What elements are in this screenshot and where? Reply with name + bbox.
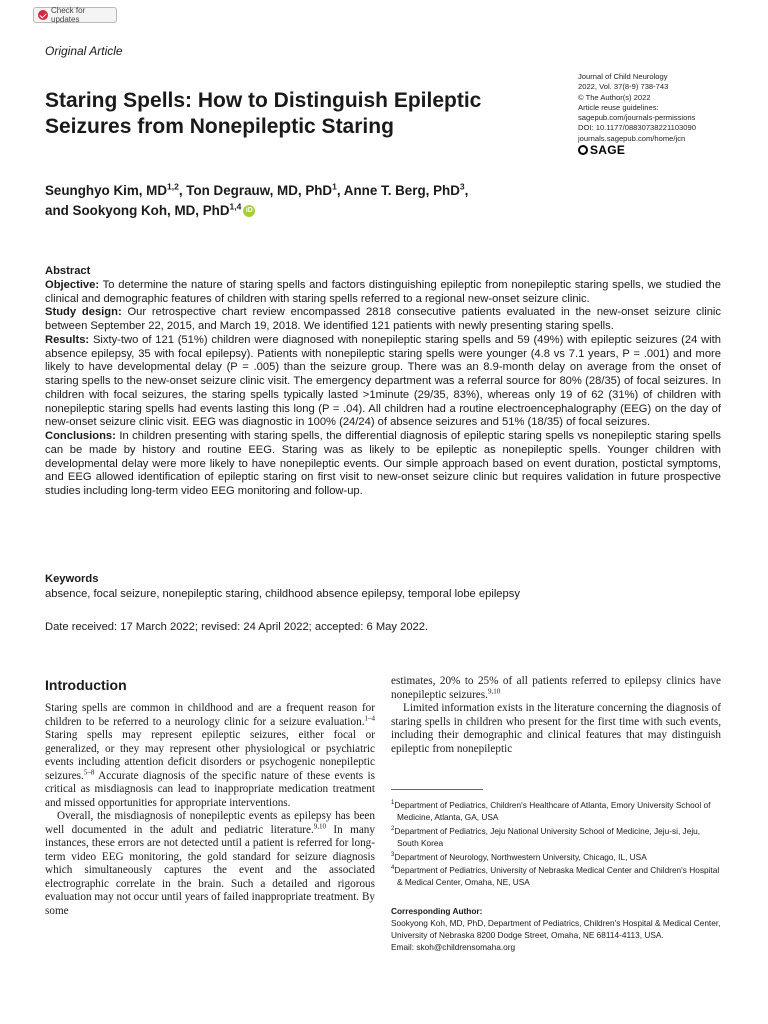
footnote-divider	[391, 789, 483, 790]
paragraph-text: Staring spells are common in childhood and are a frequent reason for children to be referred to a neurology clinic for a seizure evaluation.	[45, 702, 375, 728]
journal-link[interactable]: sagepub.com/journals-permissions	[578, 113, 696, 123]
abstract-section	[45, 430, 721, 499]
affiliation-item	[391, 797, 721, 823]
corresponding-author	[391, 905, 721, 953]
orcid-icon[interactable]: iD	[243, 205, 255, 217]
abstract-section-text: Our retrospective chart review encompassed 2818 consecutive patients evaluated in the new-onset seizure clinic between September 22, 2015, and March 19, 2018. We identified 121 patients with newly presenting staring spells.	[45, 306, 721, 332]
article-title	[45, 88, 555, 140]
corresponding-heading: Corresponding Author:	[391, 906, 483, 916]
affiliation-text: Department of Neurology, Northwestern University, Chicago, IL, USA	[394, 851, 647, 862]
sage-logo-icon	[578, 145, 588, 155]
keywords-text: absence, focal seizure, nonepileptic staring, childhood absence epilepsy, temporal lobe epilepsy	[45, 588, 520, 600]
paragraph-text: Overall, the misdiagnosis of nonepileptic events as epilepsy has been well documented in the adult and pediatric literature.	[45, 810, 375, 836]
body-paragraph	[45, 702, 375, 810]
affiliation-item	[391, 823, 721, 849]
publisher-name: SAGE	[590, 143, 626, 158]
abstract-sections	[45, 279, 721, 499]
affiliation-text: Department of Pediatrics, Jeju National University School of Medicine, Jeju-si, Jeju, South Korea	[394, 825, 701, 848]
citation-link[interactable]: 9,10	[487, 686, 501, 695]
affiliation-number: 1	[391, 800, 395, 806]
author-name: Anne T. Berg, PhD	[343, 183, 460, 198]
author-list: Seunghyo Kim, MD$^{1,2}$, Ton Degrauw, MD, PhD$^1$, Anne T. Berg, PhD$^3$, and Sookyong Koh, MD, PhD$^{1,4}$ iD	[45, 181, 469, 218]
article-dates: Date received: 17 March 2022; revised: 24 April 2022; accepted: 6 May 2022.	[45, 621, 429, 633]
check-icon	[38, 10, 48, 20]
article-type: Original Article	[45, 44, 123, 58]
keywords-heading: Keywords	[45, 573, 99, 585]
affiliation-item	[391, 862, 721, 888]
author-affiliation-marker: 3	[459, 181, 465, 192]
journal-line: 2022, Vol. 37(8-9) 738-743	[578, 82, 669, 92]
author-affiliation-marker: 1,4	[229, 201, 242, 212]
check-for-updates-label: Check for updates	[51, 6, 86, 24]
body-paragraph	[391, 675, 721, 702]
body-column-right	[391, 675, 721, 756]
author-affiliation-marker: 1,2	[167, 181, 179, 192]
body-column-left	[45, 702, 375, 918]
abstract-section-text: To determine the nature of staring spells and factors distinguishing epileptic from nonepileptic staring spells, we studied the clinical and demographic features of children with staring spells referred to a regional new-onset seizure clinic.	[45, 278, 721, 305]
abstract-section	[45, 334, 721, 430]
affiliation-number: 2	[391, 825, 395, 832]
affiliations	[391, 797, 721, 888]
abstract	[45, 265, 721, 499]
author-name: and Sookyong Koh, MD, PhD	[45, 203, 230, 218]
check-for-updates-button[interactable]	[33, 7, 117, 23]
publisher-logo	[578, 143, 696, 158]
keywords	[45, 572, 721, 602]
abstract-section-label: Results:	[45, 333, 90, 346]
affiliation-text: Department of Pediatrics, Children's Healthcare of Atlanta, Emory University School of Medicine, Atlanta, GA, USA	[394, 799, 711, 822]
abstract-section	[45, 306, 721, 334]
citation-link[interactable]: 9,10	[313, 821, 327, 830]
author-affiliation-marker: 1	[332, 181, 337, 192]
author-name: Ton Degrauw, MD, PhD	[186, 183, 333, 198]
affiliation-number: 4	[391, 865, 395, 872]
title-line: Seizures from Nonepileptic Staring	[45, 115, 394, 138]
corresponding-address: Sookyong Koh, MD, PhD, Department of Pediatrics, Children's Hospital & Medical Center, University of Nebraska 8200 Dodge Street, Omaha, NE 68114-4113, USA.	[391, 918, 721, 940]
body-paragraph	[45, 810, 375, 918]
journal-info	[578, 72, 696, 158]
paragraph-text: Limited information exists in the literature concerning the diagnosis of staring spells in children who present for the first time with such events, including their demographic and clinical features that may distinguish epileptic from nonepileptic	[391, 702, 721, 755]
corresponding-email[interactable]: Email: skoh@childrensomaha.org	[391, 942, 516, 952]
title-line: Staring Spells: How to Distinguish Epileptic	[45, 89, 482, 112]
abstract-section-label: Objective:	[45, 278, 100, 291]
journal-line: © The Author(s) 2022	[578, 92, 651, 102]
journal-line: Article reuse guidelines:	[578, 102, 659, 112]
affiliation-item	[391, 849, 721, 863]
abstract-section-text: Sixty-two of 121 (51%) children were diagnosed with nonepileptic staring spells and 59 (49%) with epileptic seizures (24 with absence epilepsy, 35 with focal epilepsy). Patients with nonepileptic staring spells were younger (4.8 vs 7.1 years, P = .001) and more likely to have developmental delay (P = .005) than the seizure group. There was an 8.9-month delay on average from the onset of staring spells to the new-onset seizure clinic visit. The emergency department was a referral source for 80% (28/35) of focal seizures. In children with focal seizures, the staring spells typically lasted >1minute (29/35, 83%), whereas only 19 of 62 (31%) of children with nonepileptic staring spells had events lasting this long (P = .04). All children had a routine electroencephalography (EEG) on the day of new-onset seizure clinic visit. EEG was diagnostic in 100% (24/24) of absence seizures and 51% (18/35) of focal seizures.	[45, 333, 721, 429]
paragraph-text: Accurate diagnosis of the specific nature of these events is critical as misdiagnosis can lead to inappropriate medication treatment and missed opportunities for appropriate interventions.	[45, 769, 375, 809]
abstract-section-label: Conclusions:	[45, 430, 116, 442]
paragraph-text: Staring spells may represent epileptic seizures, either focal or generalized, or they may represent other physiological or psychiatric events including attention deficit disorders or psychogenic nonepileptic seizures.	[45, 729, 375, 782]
introduction-heading: Introduction	[45, 677, 127, 693]
paragraph-text: estimates, 20% to 25% of all patients referred to epilepsy clinics have nonepileptic seizures.	[391, 675, 721, 701]
journal-link[interactable]: journals.sagepub.com/home/jcn	[578, 133, 686, 143]
abstract-section-text: In children presenting with staring spells, the differential diagnosis of epileptic staring spells vs nonepileptic staring spells can be made by history and routine EEG. Staring was as likely to be epileptic as nonepileptic spells. Younger children with developmental delay were more likely to have nonepileptic events. Our simple approach based on event duration, postictal symptoms, and EEG allowed identification of epileptic staring on first visit to new-onset seizure clinic but requires validation in future prospective studies including long-term video EEG monitoring and follow-up.	[45, 430, 721, 497]
abstract-section-label: Study design:	[45, 306, 122, 319]
body-paragraph	[391, 702, 721, 756]
abstract-section	[45, 279, 721, 307]
affiliation-number: 3	[391, 851, 395, 858]
citation-link[interactable]: 1–4	[364, 713, 375, 722]
journal-doi[interactable]: DOI: 10.1177/08830738221103090	[578, 123, 696, 133]
citation-link[interactable]: 5–8	[83, 767, 95, 776]
affiliation-text: Department of Pediatrics, University of Nebraska Medical Center and Children's Hospital & Medical Center, Omaha, NE, USA	[394, 865, 720, 888]
paragraph-text: In many instances, these errors are not detected until a patient is referred for long-term video EEG monitoring, the gold standard for seizure diagnosis which simultaneously captures the event and the associated electrographic correlate in the brain. Such a detailed and rigorous evaluation may not occur until years of failed inappropriate treatment. By some	[45, 823, 375, 917]
journal-line: Journal of Child Neurology	[578, 72, 668, 81]
author-name: Seunghyo Kim, MD	[45, 183, 168, 198]
abstract-heading: Abstract	[45, 265, 91, 277]
